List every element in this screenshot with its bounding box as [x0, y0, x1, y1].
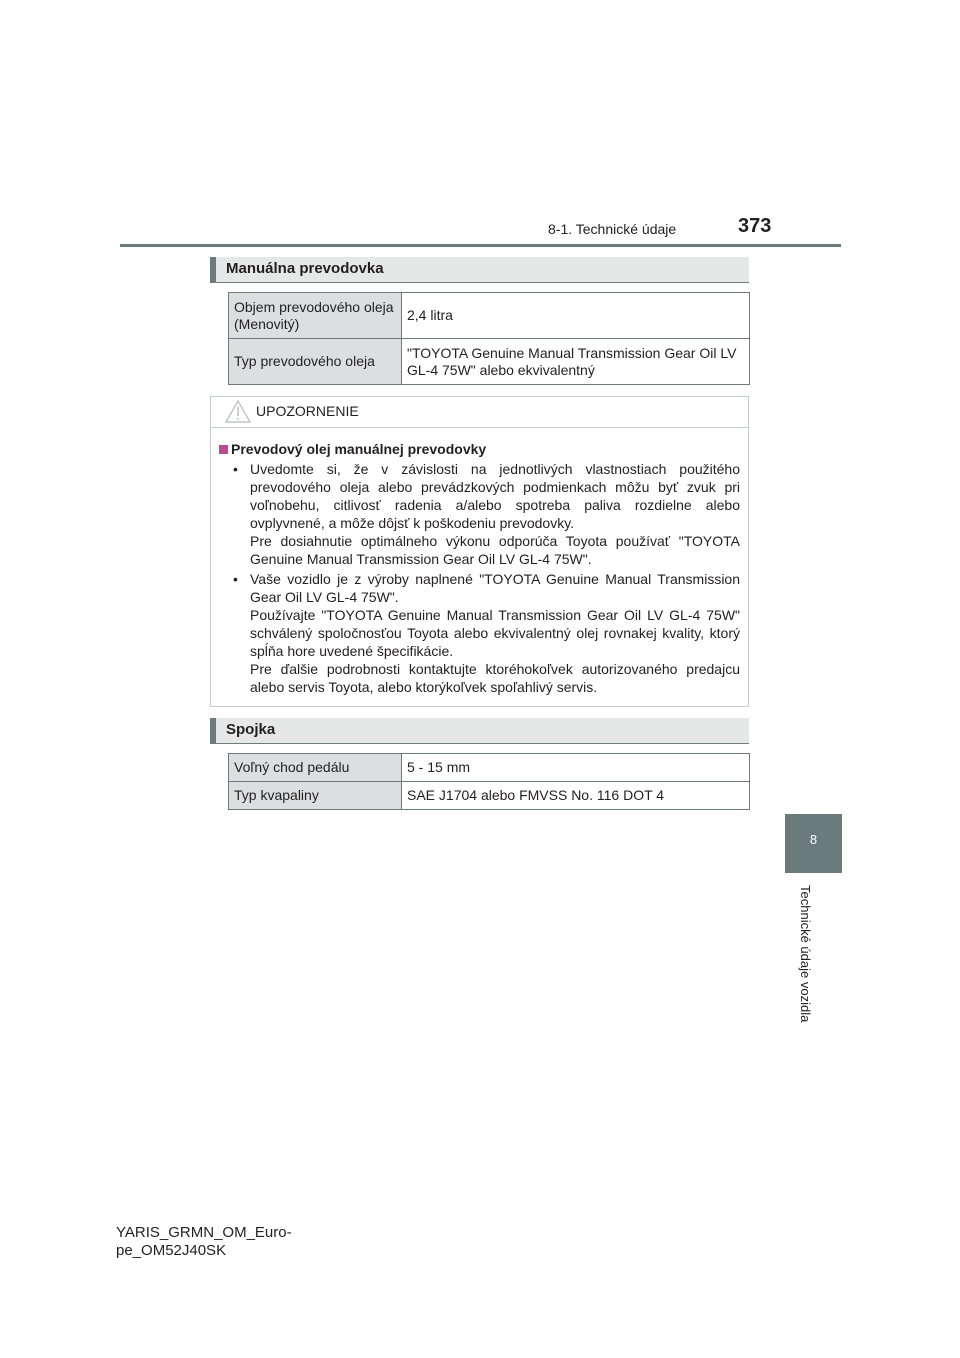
table-key: Voľný chod pedálu: [229, 754, 402, 782]
paragraph: Pre dosiahnutie optimálneho výkonu odporúča Toyota používať "TOYOTA Genuine Manual Transmission Gear Oil LV GL-4 75W".: [250, 533, 740, 567]
table-row: [229, 339, 750, 385]
table-row: [229, 293, 750, 339]
manual-transmission-heading: [210, 257, 749, 283]
paragraph: Uvedomte si, že v závislosti na jednotlivých vlastnostiach použitého prevodového oleja alebo prevádzkových podmienkach môžu byť zvuk pri voľnobehu, citlivosť radenia a/alebo spotreba paliva rozdielne alebo ovplyvnené, a môže dôjsť k poškodeniu prevodovky.: [250, 461, 740, 531]
header-rule: [120, 244, 841, 247]
paragraph: Používajte "TOYOTA Genuine Manual Transmission Gear Oil LV GL-4 75W" schválený spoločnosťou Toyota alebo ekvivalentný olej rovnakej kvality, ktorý spĺňa hore uvedené špecifikácie.: [250, 607, 740, 659]
table-value: 2,4 litra: [402, 293, 750, 339]
document-code-line: YARIS_GRMN_OM_Euro-: [116, 1224, 292, 1241]
table-row: [229, 782, 750, 810]
table-key: Typ kvapaliny: [229, 782, 402, 810]
clutch-table: [228, 753, 750, 810]
table-value: "TOYOTA Genuine Manual Transmission Gear Oil LV GL-4 75W" alebo ekvivalentný: [402, 339, 750, 385]
list-item: [219, 460, 740, 568]
bullet-icon: •: [233, 461, 238, 477]
square-bullet-icon: [219, 445, 228, 454]
paragraph: Pre ďalšie podrobnosti kontaktujte ktoréhokoľvek autorizovaného predajcu alebo servis Toyota, alebo ktorýkoľvek spoľahlivý servis.: [250, 661, 740, 695]
caution-box: [210, 396, 749, 707]
caution-header: [211, 397, 748, 428]
chapter-label: Technické údaje vozidla: [798, 885, 813, 1023]
caution-label: UPOZORNENIE: [256, 403, 359, 419]
document-code-line: pe_OM52J40SK: [116, 1242, 227, 1259]
caution-title: [219, 440, 740, 458]
table-value: 5 - 15 mm: [402, 754, 750, 782]
caution-body: [211, 428, 748, 696]
page-number: 373: [738, 215, 772, 237]
clutch-heading: [210, 718, 749, 744]
table-key: Objem prevodového oleja (Menovitý): [229, 293, 402, 339]
list-item: [219, 570, 740, 696]
table-row: [229, 754, 750, 782]
heading-text: Manuálna prevodovka: [226, 260, 384, 277]
chapter-number: 8: [809, 832, 818, 847]
chapter-tab[interactable]: [785, 814, 842, 873]
manual-transmission-table: [228, 292, 750, 385]
paragraph: Vaše vozidlo je z výroby naplnené "TOYOTA Genuine Manual Transmission Gear Oil LV GL-4 75W".: [250, 571, 740, 605]
warning-triangle-icon: [225, 400, 251, 423]
table-key: Typ prevodového oleja: [229, 339, 402, 385]
bullet-icon: •: [233, 571, 238, 587]
table-value: SAE J1704 alebo FMVSS No. 116 DOT 4: [402, 782, 750, 810]
document-code: [116, 1224, 292, 1260]
caution-title-text: Prevodový olej manuálnej prevodovky: [231, 441, 487, 457]
section-title: 8-1. Technické údaje: [548, 221, 677, 237]
heading-text: Spojka: [226, 721, 276, 738]
